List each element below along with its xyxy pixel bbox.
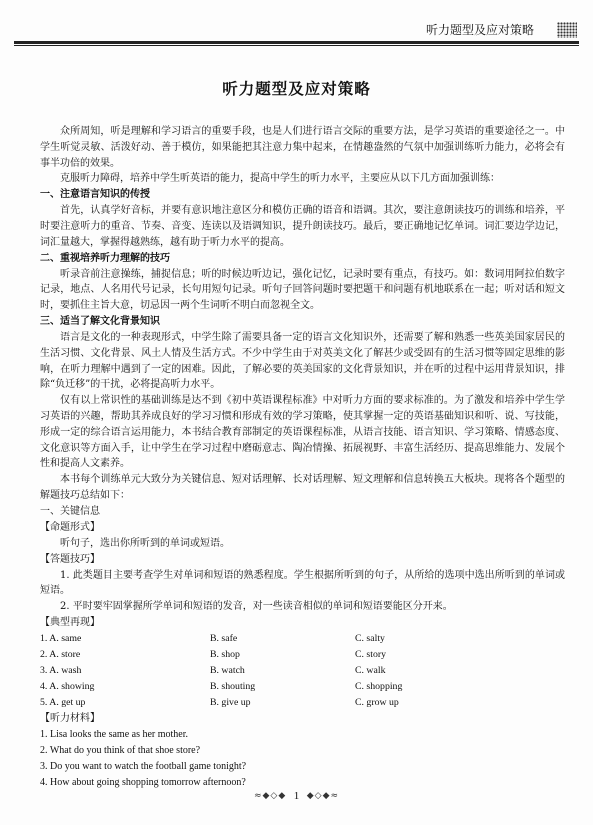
option-a: 4. A. showing [40,680,95,692]
page-number: 1 [293,790,300,802]
paragraph: 语言是文化的一种表现形式，中学生除了需要具备一定的语言文化知识外，还需要了解和熟悉一些英美国家居民的生活习惯、文化背景、风土人情及生活方式。不少中学生由于对英美文化了解甚少或受固有的生活习惯等固定思维的影响，在听力理解中遇到了一定的困难。因此，了解必要的英美国家的文化背景知识，并在听的过程中运用背景知识，排除“负迁移”的干扰，必将提高听力水平。 [40,331,565,391]
header-rule [14,41,579,44]
option-c: C. grow up [355,696,399,708]
section-heading: 一、注意语言知识的传授 [40,189,150,201]
option-b: B. shouting [210,680,256,692]
listening-sentence: 2. What do you think of that shoe store? [40,744,201,756]
paragraph: 仅有以上常识性的基础训练是达不到《初中英语课程标准》中对听力方面的要求标准的。为了激发和培养中学生学习英语的兴趣，帮助其养成良好的学习习惯和形成有效的学习策略，使其掌握一定的英语基础知识和听、说、写技能，形成一定的综合语言运用能力，本书结合教育部制定的英语课程标准，从语言技能、语言知识、学习策略、情感态度、文化意识等方面入手，让中学生在学习过程中磨砺意志、陶冶情操、拓展视野、丰富生活经历、提高思维能力、发展个性和提高人文素养。 [40,395,565,470]
body-content [40,124,565,791]
option-row [40,647,565,663]
listening-sentence: 1. Lisa looks the same as her mother. [40,728,189,740]
option-c: C. walk [355,664,386,676]
running-header-title: 听力题型及应对策略 [426,23,535,37]
listening-sentence: 3. Do you want to watch the football game tonight? [40,760,247,772]
option-c: C. story [355,648,387,660]
option-a: 1. A. same [40,632,82,644]
option-a: 2. A. store [40,648,81,660]
bracket-label: 【答题技巧】 [40,553,100,565]
dot-grid-ornament [557,22,577,38]
paragraph: 听句子，选出你所听到的单词或短语。 [60,537,230,549]
option-a: 3. A. wash [40,664,82,676]
bracket-label: 【命题形式】 [40,521,100,533]
option-row [40,663,565,679]
bracket-label: 【听力材料】 [40,712,100,724]
page-title: 听力题型及应对策略 [222,80,371,98]
listening-sentence: 4. How about going shopping tomorrow afternoon? [40,776,246,788]
paragraph: 1. 此类题目主要考查学生对单词和短语的熟悉程度。学生根据所听到的句子，从所给的选项中选出所听到的单词或短语。 [40,569,565,597]
subsection-heading: 一、关键信息 [40,505,100,517]
paragraph: 2. 平时要牢固掌握所学单词和短语的发音，对一些读音相似的单词和短语要能区分开来。 [60,601,453,613]
paragraph: 首先，认真学好音标，并要有意识地注意区分和模仿正确的语音和语调。其次，要注意朗读技巧的训练和培养，平时要注意听力的重音、节奏、音变、连读以及语调知识，提升朗读技巧。最后，要正确地记忆单词。词汇要边学边记，词汇量越大，掌握得越熟练，越有助于听力水平的提高。 [40,205,565,248]
paragraph: 众所周知，听是理解和学习语言的重要手段，也是人们进行语言交际的重要方法，是学习英语的重要途径之一。中学生听觉灵敏、活泼好动、善于模仿，如果能把其注意力集中起来，在情趣盎然的气氛中加强训练听力能力，必将会有事半功倍的效果。 [40,126,565,169]
header-rule-thin [14,45,579,46]
paragraph: 本书每个训练单元大致分为关键信息、短对话理解、长对话理解、短文理解和信息转换五大板块。现将各个题型的解题技巧总结如下： [40,474,565,501]
option-row [40,679,565,695]
option-b: B. watch [210,664,245,676]
option-b: B. give up [210,696,251,708]
paragraph: 克服听力障碍，培养中学生听英语的能力，提高中学生的听力水平，主要应从以下几方面加强训练： [60,173,500,185]
footer-ornament-left: ≈◆◇◆ [253,791,287,801]
bracket-label: 【典型再现】 [40,616,100,628]
option-b: B. safe [210,632,238,644]
option-c: C. shopping [355,680,403,692]
option-c: C. salty [355,632,385,644]
page-footer [0,789,593,802]
section-heading: 二、重视培养听力理解的技巧 [40,252,170,264]
option-row [40,631,565,647]
option-b: B. shop [210,648,240,660]
section-heading: 三、适当了解文化背景知识 [40,315,160,327]
paragraph: 听录音前注意操练，捕捉信息；听的时候边听边记，强化记忆，记录时要有重点，有技巧。如：数词用阿拉伯数字记录，地点、人名用代号记录，长句用短句记录。听句子回答问题时要把题干和问题有机地联系在一起；听对话和短文时，要抓住主旨大意，切忌因一两个生词听不明白而忽视全文。 [40,268,565,312]
option-row [40,695,565,711]
option-a: 5. A. get up [40,696,86,708]
footer-ornament-right: ◆◇◆≈ [306,791,340,801]
